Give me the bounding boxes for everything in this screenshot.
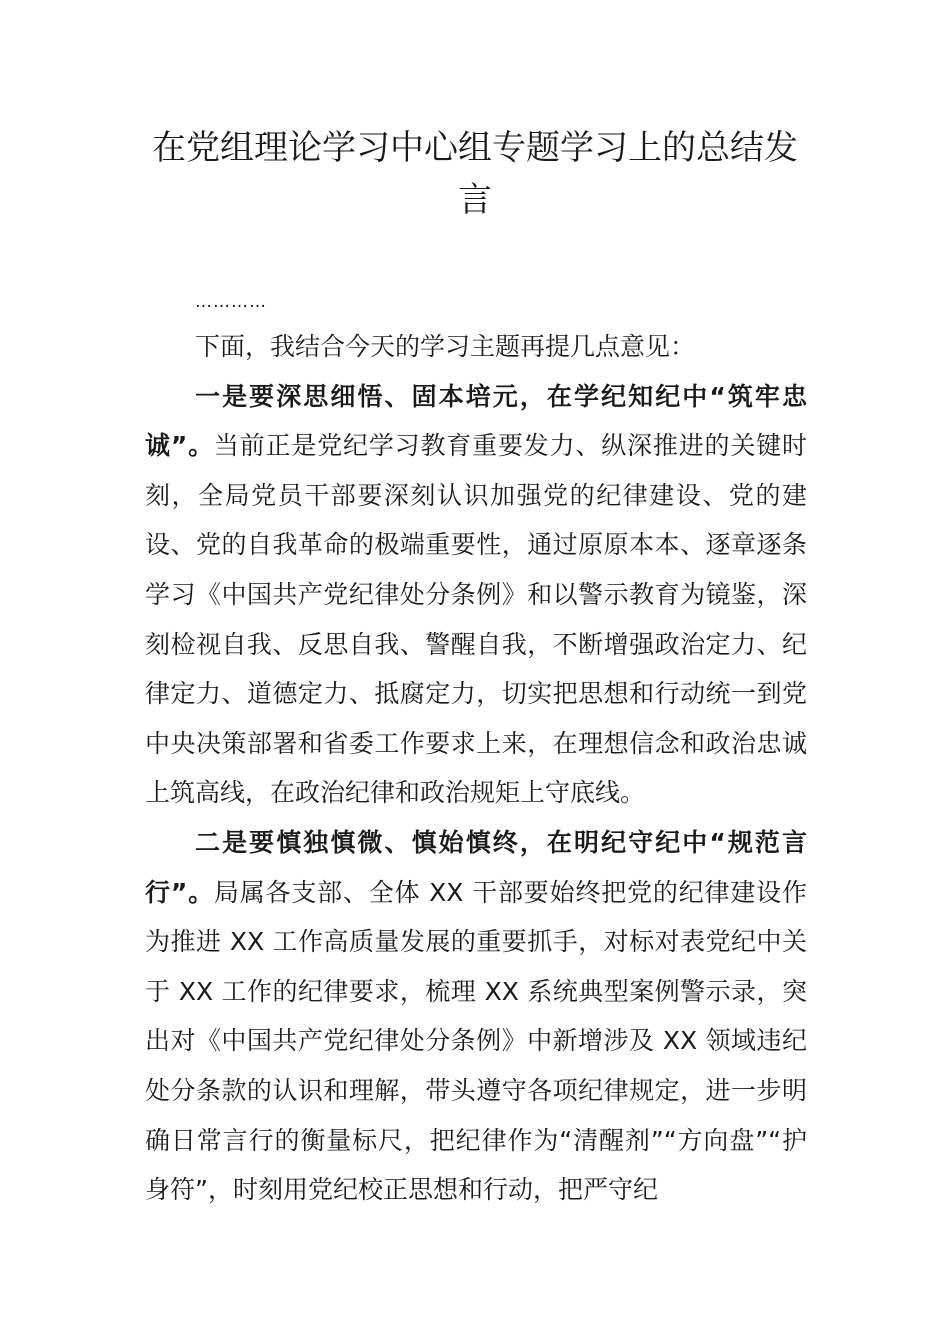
point-paragraph-2 xyxy=(145,818,807,1215)
ellipsis-line: ………… xyxy=(195,292,267,312)
point-lead-1: 一是要深思细悟、固本培元，在学纪知纪中“筑牢忠诚”。 xyxy=(145,381,807,461)
intro-paragraph: 下面，我结合今天的学习主题再提几点意见： xyxy=(195,332,696,361)
point-lead-2: 二是要慎独慎微、慎始慎终，在明纪守纪中“规范言行”。 xyxy=(145,827,807,907)
point-paragraph-1 xyxy=(145,372,807,818)
document-body xyxy=(145,282,807,1215)
point-text-2: 局属各支部、全体 XX 干部要始终把党的纪律建设作为推进 XX 工作高质量发展的重要抓手，对标对表党纪中关于 XX 工作的纪律要求，梳理 XX 系统典型案例警示录，突出对《中国共产党纪律处分条例》中新增涉及 XX 领域违纪处分条款的认识和理解，带头遵守各项纪律规定，进一步明确日常言行的衡量标尺，把纪律作为“清醒剂”“方向盘”“护身符”，时刻用党纪校正思想和行动，把严守纪 xyxy=(145,877,807,1205)
point-text-1: 当前正是党纪学习教育重要发力、纵深推进的关键时刻，全局党员干部要深刻认识加强党的纪律建设、党的建设、党的自我革命的极端重要性，通过原原本本、逐章逐条学习《中国共产党纪律处分条例》和以警示教育为镜鉴，深刻检视自我、反思自我、警醒自我，不断增强政治定力、纪律定力、道德定力、抵腐定力，切实把思想和行动统一到党中央决策部署和省委工作要求上来，在理想信念和政治忠诚上筑高线，在政治纪律和政治规矩上守底线。 xyxy=(145,431,807,808)
document-title: 在党组理论学习中心组专题学习上的总结发言 xyxy=(152,128,798,220)
